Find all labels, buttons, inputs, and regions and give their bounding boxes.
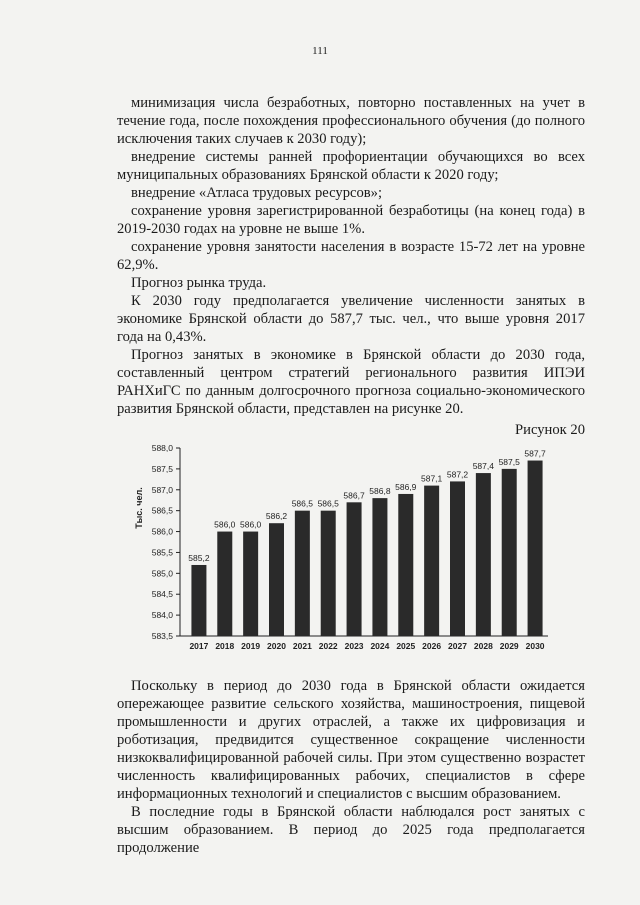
text-block-top [117,94,585,418]
paragraph: внедрение системы ранней профориентации обучающихся во всех муниципальных образованиях Брянской области к 2020 году; [117,149,585,183]
y-axis-label: Тыс. чел. [134,487,144,529]
x-tick-label: 2027 [448,641,467,651]
bar [269,523,284,636]
bar [372,498,387,636]
data-label: 586,7 [343,490,365,501]
page-number: 111 [312,45,328,57]
x-tick-label: 2025 [396,641,416,651]
data-label: 586,0 [240,519,262,530]
y-tick-label: 587,5 [151,463,173,474]
x-tick-label: 2021 [292,641,312,651]
y-tick-label: 585,5 [151,547,173,558]
bar [243,532,258,636]
data-label: 587,4 [472,461,494,472]
x-tick-label: 2023 [344,641,364,651]
bar [476,473,491,636]
x-tick-label: 2017 [189,641,209,651]
data-label: 586,8 [369,486,391,497]
paragraph: внедрение «Атласа трудовых ресурсов»; [131,185,383,201]
data-label: 586,5 [291,498,313,509]
y-tick-label: 584,0 [151,610,173,621]
x-tick-label: 2024 [370,641,390,651]
x-tick-label: 2026 [422,641,442,651]
x-tick-label: 2019 [241,641,261,651]
bar [347,502,362,636]
y-tick-label: 583,5 [151,631,173,641]
data-label: 587,5 [498,456,520,467]
paragraph: сохранение уровня занятости населения в возрасте 15-72 лет на уровне 62,9%. [117,239,585,273]
x-tick-label: 2028 [473,641,493,651]
bar [398,494,413,636]
bar-chart [118,440,558,660]
y-tick-label: 587,0 [151,484,173,495]
bar [217,532,232,636]
text-block-bottom [117,677,585,857]
paragraph: Прогноз рынка труда. [131,275,267,291]
paragraph: В последние годы в Брянской области наблюдался рост занятых с высшим образованием. В период до 2025 года предполагается продолжение [117,804,585,856]
x-tick-label: 2029 [499,641,519,651]
data-label: 586,5 [317,498,339,509]
bar [321,511,336,636]
data-label: 587,2 [446,469,469,480]
x-tick-label: 2030 [525,641,545,651]
data-label: 586,0 [214,519,236,530]
paragraph: минимизация числа безработных, повторно поставленных на учет в течение года, после похождения профессионального обучения (до полного исключения таких случаев к 2030 году); [117,95,585,147]
bar [191,565,206,636]
y-tick-label: 584,5 [151,589,173,600]
bar [424,486,439,636]
x-tick-label: 2022 [318,641,338,651]
data-label: 587,7 [524,448,546,459]
data-label: 586,9 [395,481,417,492]
y-tick-label: 585,0 [151,568,173,579]
data-label: 585,2 [188,552,210,563]
x-tick-label: 2020 [267,641,286,651]
paragraph: сохранение уровня зарегистрированной безработицы (на конец года) в 2019-2030 годах на уровне не выше 1%. [117,203,585,237]
bar [295,511,310,636]
figure-label: Рисунок 20 [515,422,585,438]
paragraph: Прогноз занятых в экономике в Брянской области до 2030 года, составленный центром стратегий регионального развития ИПЭИ РАНХиГС по данным долгосрочного прогноза социально-экономического развития Брянской области, представлен на рисунке 20. [117,347,585,417]
paragraph: Поскольку в период до 2030 года в Брянской области ожидается опережающее развитие сельского хозяйства, машиностроения, пищевой промышленности и других отраслей, а также их цифровизация и роботизация, предвидится существенное сокращение численности низкоквалифицированной рабочей силы. При этом существенно возрастет численность квалифицированных рабочих, специалистов в сфере информационных технологий и специалистов с высшим образованием. [117,678,585,802]
bar [502,469,517,636]
data-label: 586,2 [265,511,288,522]
paragraph: К 2030 году предполагается увеличение численности занятых в экономике Брянской области до 587,7 тыс. чел., что выше уровня 2017 года на 0,43%. [117,293,585,345]
data-label: 587,1 [421,473,443,484]
x-tick-label: 2018 [215,641,235,651]
y-tick-label: 586,5 [151,505,173,516]
y-tick-label: 588,0 [151,443,173,453]
y-tick-label: 586,0 [151,526,173,537]
bar [450,481,465,636]
bar [528,461,543,636]
